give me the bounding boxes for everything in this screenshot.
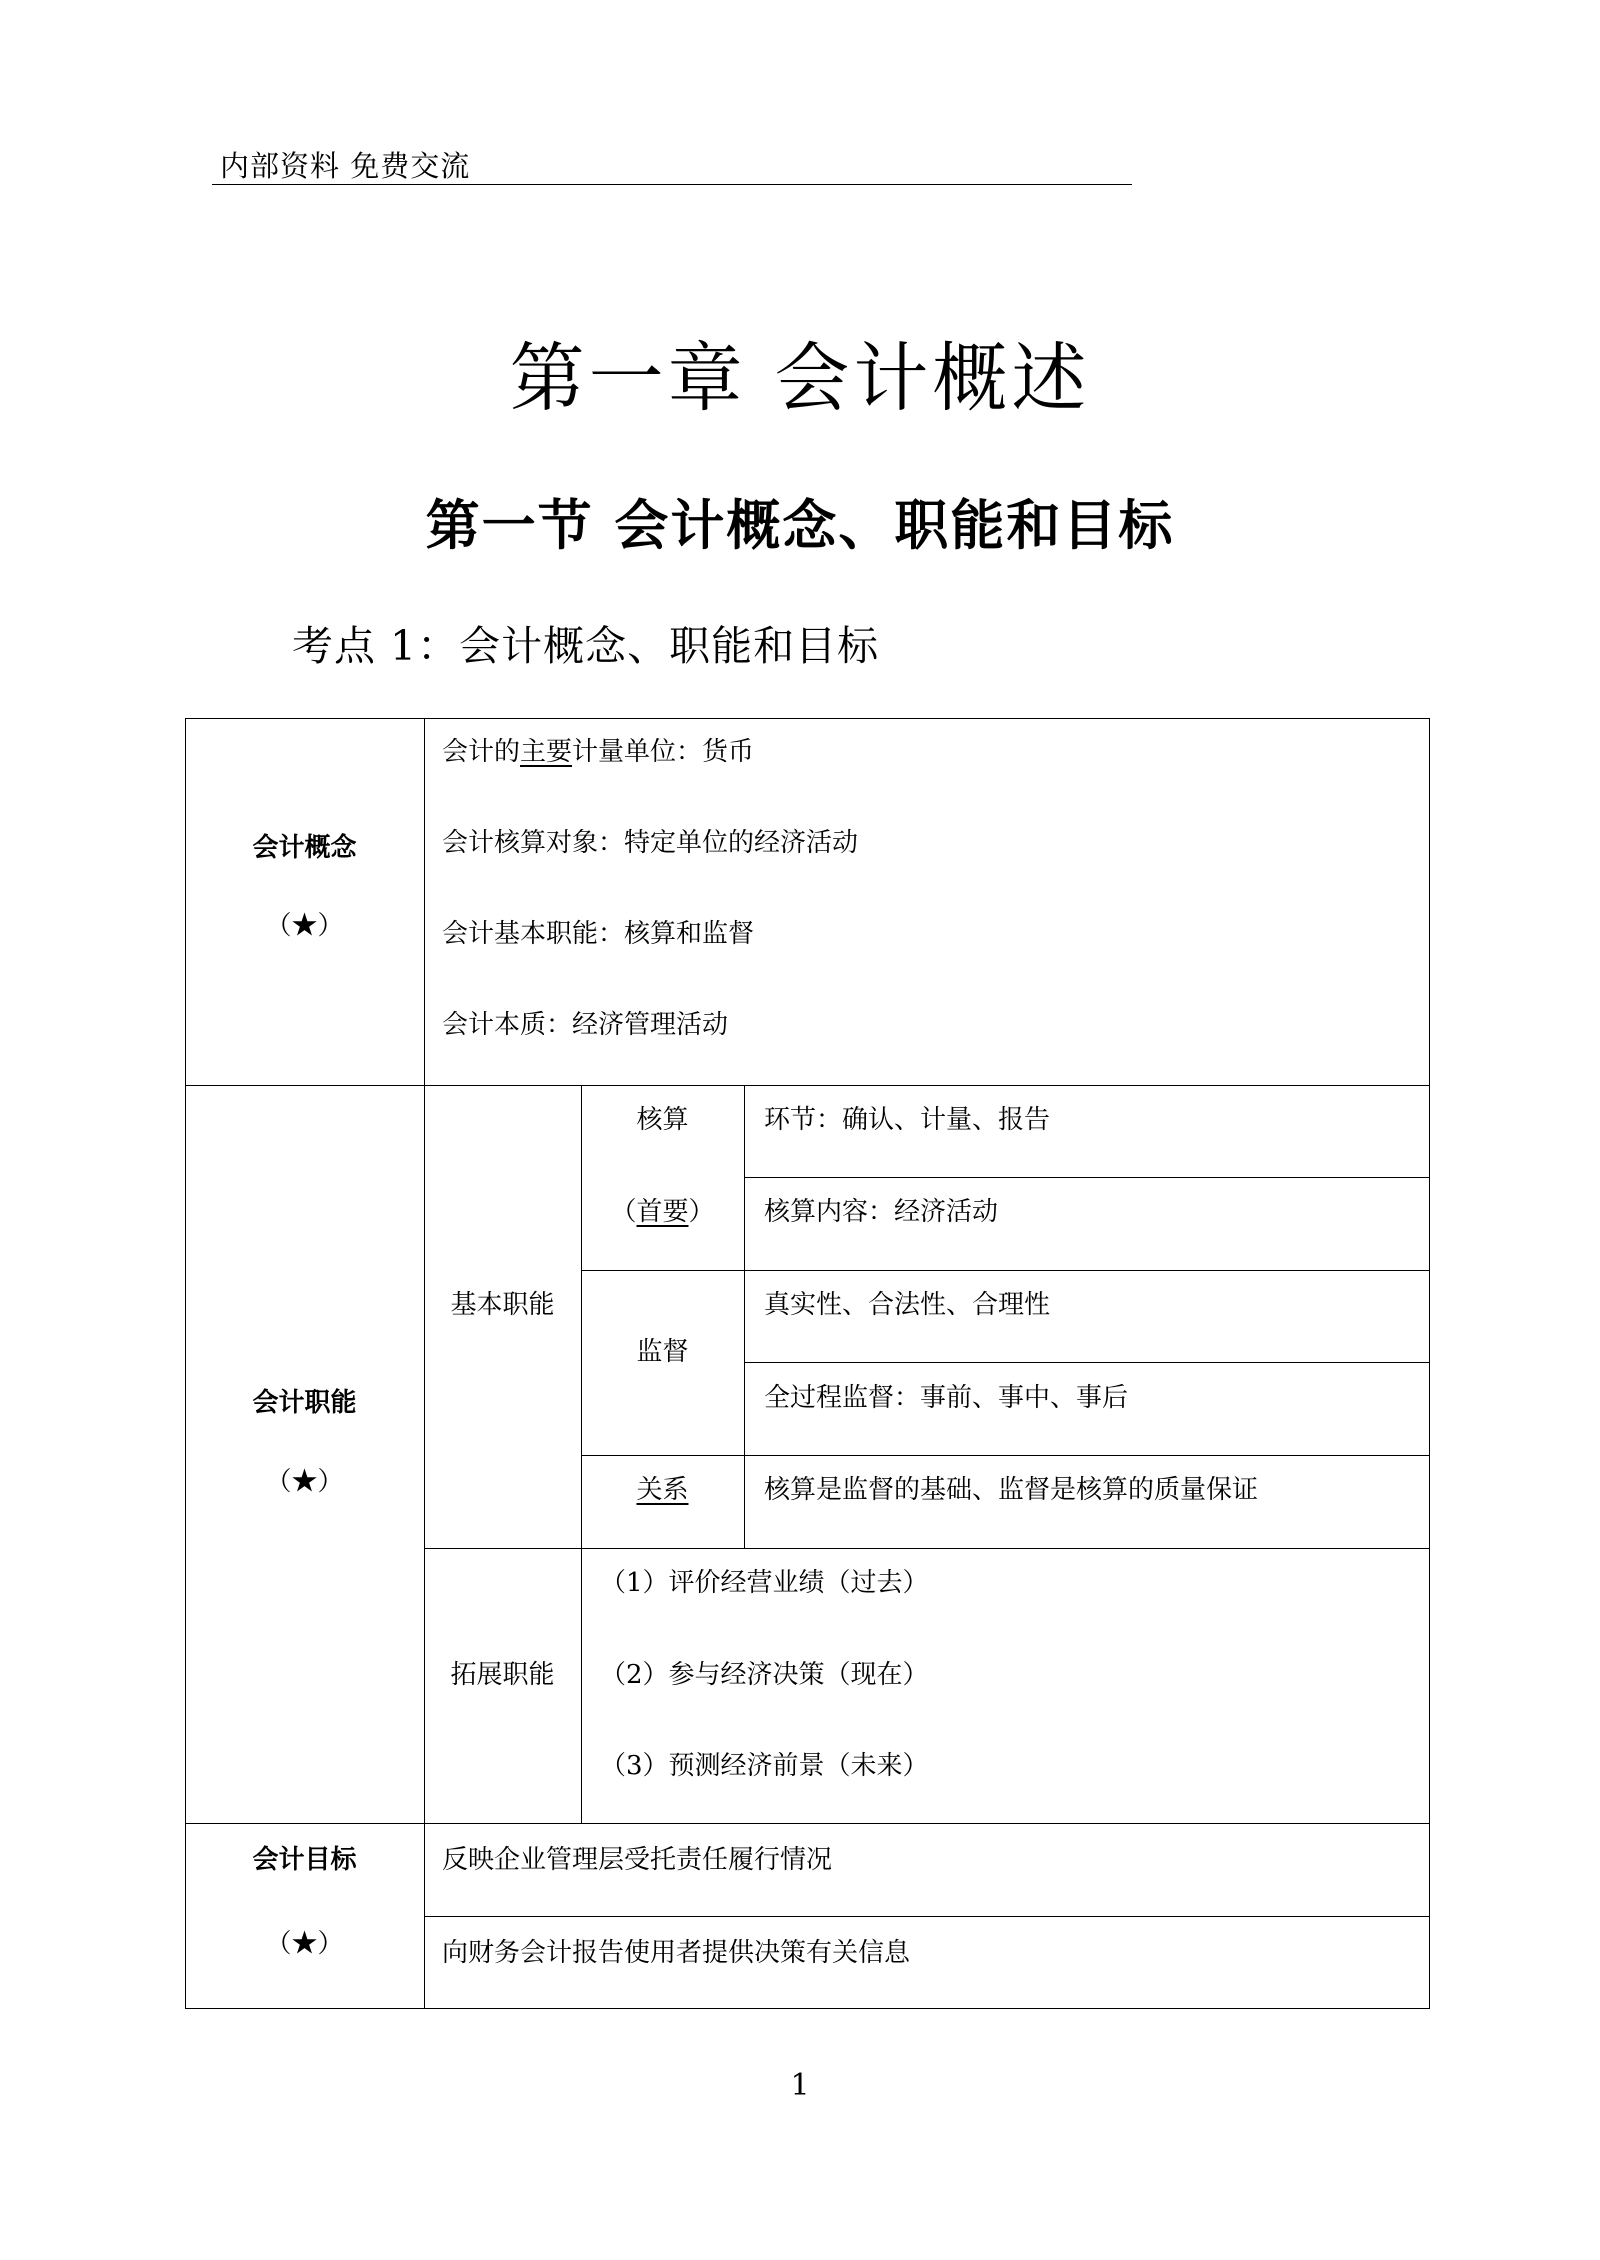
concept-line-1-post: 计量单位：货币 [572,737,755,767]
section-title: 第一节 会计概念、职能和目标 [425,494,1175,557]
table-col-divider-3 [744,1085,745,1548]
accounting-sub-emphasis: 首要 [636,1197,689,1227]
accounting-label: 核算 [636,1105,689,1135]
supervision-row-2: 全过程监督：事前、事中、事后 [764,1383,1129,1413]
concept-line-1-pre: 会计的 [442,737,521,767]
accounting-sub-close: ） [688,1197,715,1227]
supervision-label: 监督 [636,1337,689,1367]
goal-label: 会计目标 [252,1845,357,1875]
concept-line-3: 会计基本职能：核算和监督 [442,919,755,949]
table-border-bottom [185,2008,1430,2009]
table-row-divider-extended [424,1548,1430,1549]
goal-row-1: 反映企业管理层受托责任履行情况 [442,1845,833,1875]
basic-function-label: 基本职能 [450,1290,555,1320]
table-row-divider-a4 [581,1455,1430,1456]
goal-star: （★） [265,1929,344,1959]
chapter-title: 第一章 会计概述 [509,334,1091,422]
accounting-sub-open: （ [610,1197,637,1227]
function-star: （★） [265,1467,344,1497]
concept-line-1 [442,734,754,770]
extended-item-3: （3）预测经济前景（未来） [600,1751,929,1781]
extended-item-2: （2）参与经济决策（现在） [600,1660,929,1690]
concept-line-2: 会计核算对象：特定单位的经济活动 [442,828,859,858]
concept-line-1-emphasis: 主要 [520,737,573,767]
concept-line-4: 会计本质：经济管理活动 [442,1010,729,1040]
relation-text: 核算是监督的基础、监督是核算的质量保证 [764,1475,1259,1505]
header-text: 内部资料 免费交流 [220,149,471,183]
accounting-row-2: 核算内容：经济活动 [764,1197,999,1227]
page-number: 1 [790,2068,810,2103]
table-row-divider-concept [185,1085,1430,1086]
accounting-row-1: 环节：确认、计量、报告 [764,1105,1051,1135]
table-row-divider-a1 [744,1177,1430,1178]
table-row-divider-function [185,1823,1430,1824]
accounting-sublabel [581,1194,744,1230]
goal-row-2: 向财务会计报告使用者提供决策有关信息 [442,1938,911,1968]
table-row-divider-a3 [744,1362,1430,1363]
table-col-divider-1 [424,718,425,2008]
table-row-divider-a2 [581,1270,1430,1271]
table-border-right [1429,718,1430,2008]
extended-item-1: （1）评价经营业绩（过去） [600,1568,929,1598]
header-rule [212,184,1132,185]
concept-star: （★） [265,911,344,941]
function-label: 会计职能 [252,1388,357,1418]
concept-label: 会计概念 [252,833,357,863]
relation-label: 关系 [636,1475,689,1505]
table-row-divider-goal [424,1916,1430,1917]
table-border-top [185,718,1430,719]
point-title: 考点 1：会计概念、职能和目标 [292,622,880,670]
extended-function-label: 拓展职能 [450,1660,555,1690]
supervision-row-1: 真实性、合法性、合理性 [764,1290,1051,1320]
